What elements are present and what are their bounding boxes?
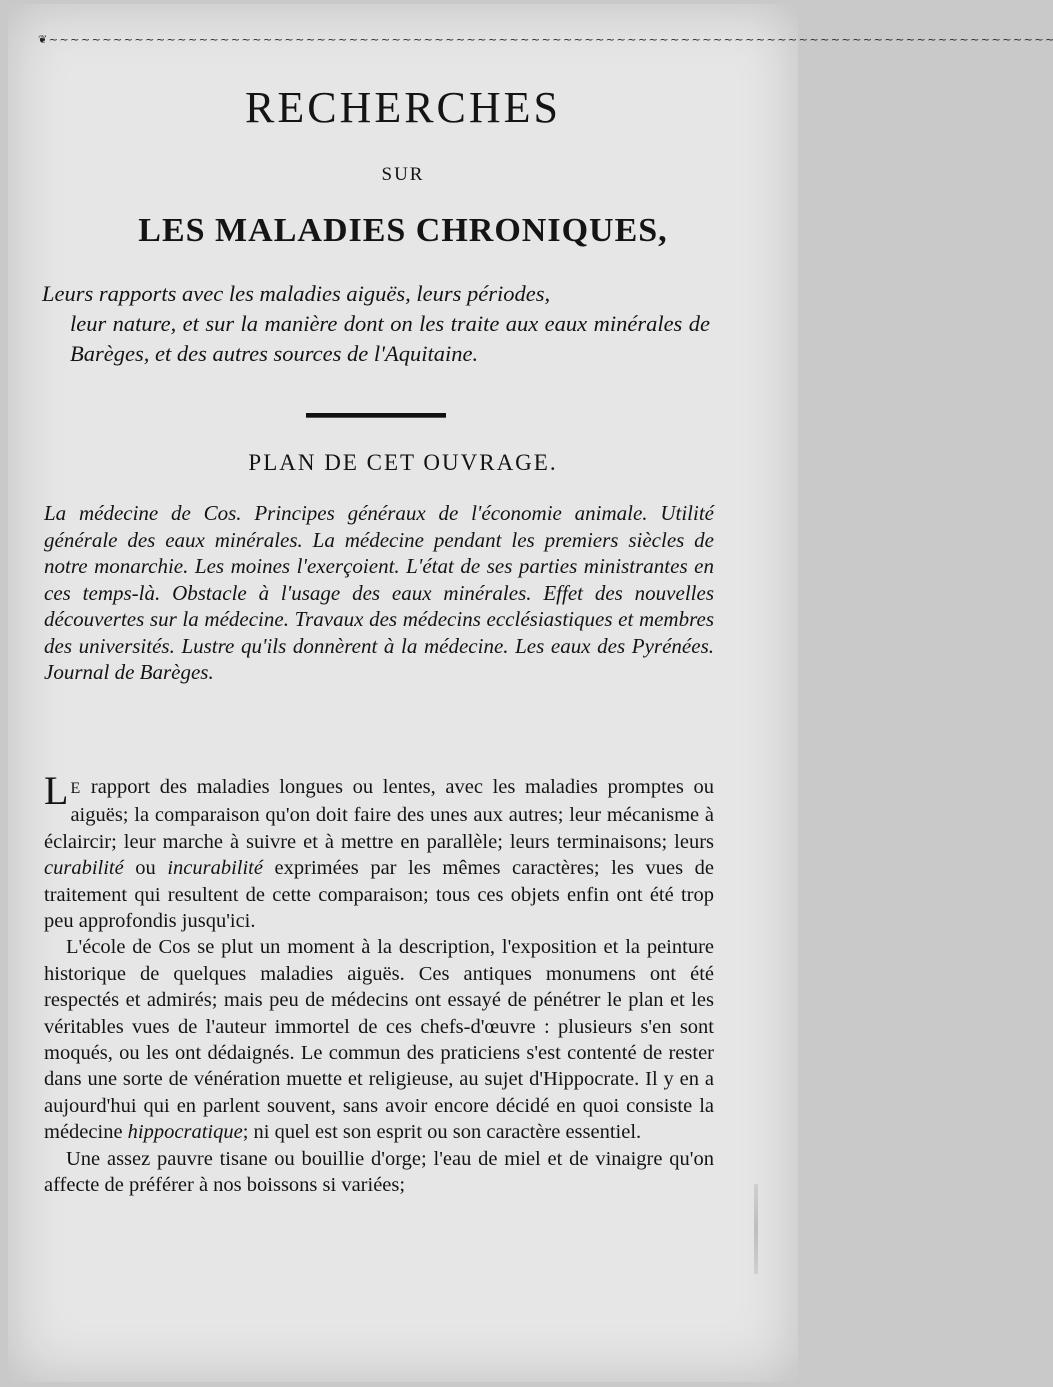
ornamental-border: ❦ ~ ~ ~ ~ ~ ~ ~ ~ ~ ~ ~ ~ ~ ~ ~ ~ ~ ~ ~ ~ ~ ~ ~ ~ ~ ~ ~ ~ ~ ~ ~ ~ ~ ~ ~ ~ ~ ~ ~ ~ ~ ~ ~ ~ ~ ~ ~ ~ ~ ~ ~ ~ ~ ~ ~ ~ ~ ~ ~ ~ ~ ~ ~ ~ ~ ~ ~ ~ ~ ~ ~ ~ ~ ~ ~ ~ ~ ~ ~ ~ ~ ~ ~ ~ ~ ~ ~ ~ ~ ~ ~ ~ ~ ~ — [38, 33, 1053, 46]
subtitle-continuation: leur nature, et sur la manière dont on les traite aux eaux minérales de Barèges, et des autres sources de l'Aquitaine. — [70, 311, 710, 366]
italic-curabilite: curabilité — [44, 857, 124, 880]
paragraph-1-text-b: ou — [123, 857, 168, 880]
paragraph-2-text-a: L'école de Cos se plut un moment à la description, l'exposition et la peinture historique de quelques maladies aiguës. Ces antiques monumens ont été respectés et admirés; mais peu de médecins ont essayé de pénétrer le plan et les véritables vues de l'auteur immortel de ces chefs-d'œuvre : plusieurs s'en sont moqués, ou les ont dédaignés. Le commun des praticiens s'est contenté de rester dans une sorte de vénération muette et religieuse, au sujet d'Hippocrate. Il y en a aujourd'hui qui en parlent souvent, sans avoir encore décidé en quoi consiste la médecine — [44, 936, 714, 1144]
drop-cap: L — [44, 768, 69, 813]
italic-hippocratique: hippocratique — [127, 1121, 243, 1144]
small-cap: E — [70, 780, 82, 797]
page-mark — [754, 1184, 758, 1274]
paragraph-1-text-a: rapport des maladies longues ou lentes, avec les maladies promptes ou aiguës; la comparaison qu'on doit faire des unes aux autres; leur mécanisme à éclaircir; leur marche à suivre et à mettre en parallèle; leurs terminaisons; leurs — [44, 776, 714, 853]
title-line-2: SUR — [381, 164, 425, 185]
italic-incurabilite: incurabilité — [167, 857, 263, 880]
body-text — [44, 768, 714, 1199]
paragraph-1 — [44, 768, 714, 934]
title-line-3: LES MALADIES CHRONIQUES, — [138, 212, 668, 249]
chapter-summary: La médecine de Cos. Principes généraux de l'économie animale. Utilité générale des eaux minérales. La médecine pendant les premiers siècles de notre monarchie. Les moines l'exerçoient. L'état de ses parties ministrantes en ces temps-là. Obstacle à l'usage des eaux minérales. Effet des nouvelles découvertes sur la médecine. Travaux des médecins ecclésiastiques et membres des universités. Lustre qu'ils donnèrent à la médecine. Les eaux des Pyrénées. Journal de Barèges. — [44, 501, 714, 684]
section-rule — [306, 413, 446, 418]
paragraph-2-text-b: ; ni quel est son esprit ou son caractère essentiel. — [242, 1121, 642, 1144]
subtitle — [42, 279, 710, 369]
title-line-1: RECHERCHES — [244, 83, 562, 132]
book-page — [8, 4, 1053, 1382]
subtitle-first-line: Leurs rapports avec les maladies aiguës, leurs périodes, — [42, 281, 551, 306]
paragraph-3: Une assez pauvre tisane ou bouillie d'orge; l'eau de miel et de vinaigre qu'on affecte de préférer à nos boissons si variées; — [44, 1147, 714, 1197]
paragraph-2 — [44, 934, 714, 1145]
plan-heading: PLAN DE CET OUVRAGE. — [248, 450, 558, 475]
paragraph-1-text-c: exprimées par les mêmes caractères; les vues de traitement qui resultent de cette comparaison; tous ces objets enfin ont été trop peu approfondis jusqu'ici. — [44, 857, 714, 933]
